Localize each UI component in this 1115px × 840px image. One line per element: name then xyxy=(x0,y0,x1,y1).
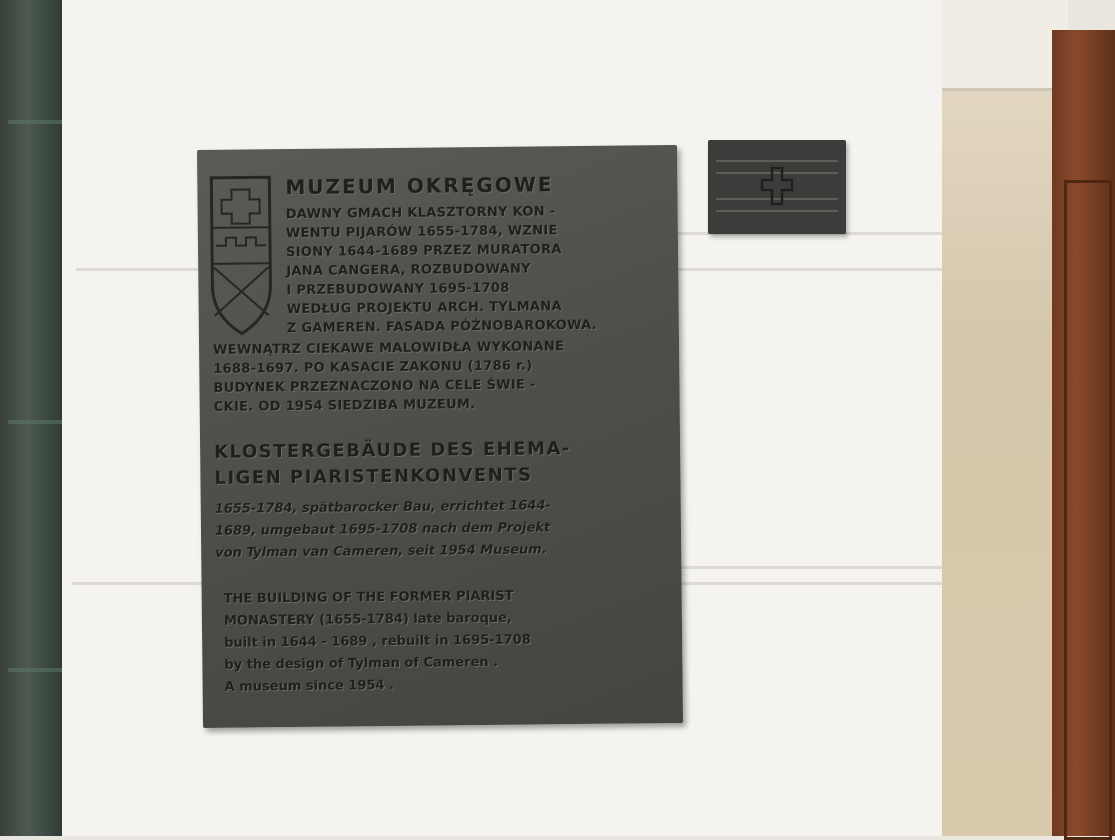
text-pl-line: SIONY 1644-1689 PRZEZ MURATORA xyxy=(286,242,562,261)
plaque-title-de: LIGEN PIARISTENKONVENTS xyxy=(214,464,533,489)
text-en-line: built in 1644 - 1689 , rebuilt in 1695-1708 xyxy=(224,632,531,651)
coat-of-arms-icon xyxy=(209,175,273,336)
sandstone-wall xyxy=(930,0,1060,836)
text-en-line: MONASTERY (1655-1784) late baroque, xyxy=(223,610,512,629)
plaque-title-de: KLOSTERGEBÄUDE DES EHEMA- xyxy=(214,438,571,463)
text-de-line: von Tylman van Cameren, seit 1954 Museum. xyxy=(215,542,547,561)
text-pl-line: CKIE. OD 1954 SIEDZIBA MUZEUM. xyxy=(213,397,476,415)
text-en-line: A museum since 1954 . xyxy=(224,677,395,695)
text-pl-line: JANA CANGERA, ROZBUDOWANY xyxy=(286,261,531,280)
text-pl-line: I PRZEBUDOWANY 1695-1708 xyxy=(286,280,510,299)
cross-icon xyxy=(760,166,794,206)
text-pl-line: Z GAMEREN. FASADA PÓŹNOBAROKOWA. xyxy=(286,317,598,337)
plaque-title-pl: MUZEUM OKRĘGOWE xyxy=(285,172,554,200)
small-cross-plaque xyxy=(708,140,846,234)
text-en-line: THE BUILDING OF THE FORMER PIARIST xyxy=(223,588,514,607)
door-panel xyxy=(1064,180,1112,840)
text-en-line: by the design of Tylman of Cameren . xyxy=(224,654,499,673)
text-pl-line: BUDYNEK PRZEZNACZONO NA CELE ŚWIE - xyxy=(213,377,536,396)
text-de-line: 1655-1784, spätbarocker Bau, errichtet 1644- xyxy=(214,498,551,517)
wooden-door xyxy=(1052,30,1115,836)
text-pl-line: DAWNY GMACH KLASZTORNY KON - xyxy=(285,204,556,223)
text-pl-line: WEWNĄTRZ CIEKAWE MALOWIDŁA WYKONANE xyxy=(213,339,565,358)
text-pl-line: WEDŁUG PROJEKTU ARCH. TYLMANA xyxy=(286,299,562,318)
text-de-line: 1689, umgebaut 1695-1708 nach dem Projekt xyxy=(214,520,551,539)
text-pl-line: 1688-1697. PO KASACIE ZAKONU (1786 r.) xyxy=(213,358,533,377)
sandstone-cornice xyxy=(928,0,1068,91)
text-pl-line: WENTU PIJARÓW 1655-1784, WZNIE xyxy=(285,223,558,242)
memorial-plaque xyxy=(197,145,683,728)
